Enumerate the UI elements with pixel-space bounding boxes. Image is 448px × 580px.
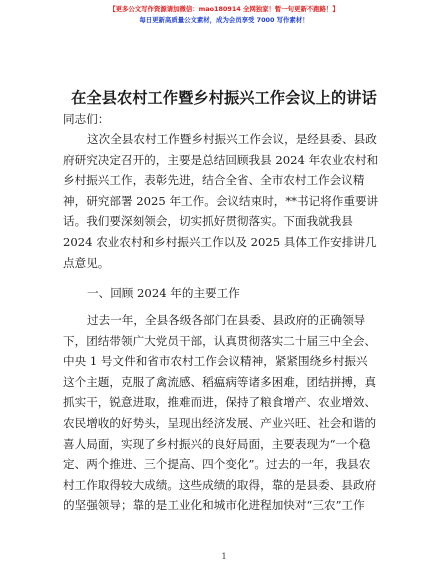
document-title: 在全县农村工作暨乡村振兴工作会议上的讲话 xyxy=(71,89,377,107)
paragraph-line: 喜人局面，实现了乡村振兴的良好局面，主要表现为“一个稳 xyxy=(63,436,371,451)
paragraph-line: 下，团结带领广大党员干部，认真贯彻落实二十届三中全会、 xyxy=(63,333,377,348)
paragraph-intro xyxy=(63,129,385,273)
paragraph-line: 过去一年，全县各级各部门在县委、县政府的正确领导 xyxy=(87,313,366,327)
paragraph-line: 的坚强领导；靠的是工业化和城市化进程加快对“三农”工作 xyxy=(63,498,365,513)
paragraph-line: 中央 1 号文件和省市农村工作会议精神，紧紧围绕乡村振兴 xyxy=(63,354,368,369)
paragraph-line: 乡村振兴工作，表彰先进，结合全省、全市农村工作会议精 xyxy=(63,173,365,188)
paragraph-line: 这个主题，克服了禽流感、稻瘟病等诸多困难，团结拼搏，真 xyxy=(63,374,377,389)
paragraph-review xyxy=(63,310,385,516)
section-heading xyxy=(63,283,385,304)
promo-banner-line-1: 【更多公文写作资源请加微信：mao180914 全网独家！暂一句更新不跑路！】 xyxy=(109,5,339,13)
paragraph-line: 2024 农业农村和乡村振兴工作以及 2025 具体工作安排讲几 xyxy=(63,234,377,249)
promo-banner xyxy=(0,4,448,26)
paragraph-line: 话。我们要深刻领会，切实抓好贯彻落实。下面我就我县 xyxy=(63,214,353,229)
page-number: 1 xyxy=(221,552,227,561)
paragraph-line: 神，研究部署 2025 年工作。会议结束时，**书记将作重要讲 xyxy=(63,193,379,208)
paragraph-line: 抓实干，锐意进取，推难而进，保持了粮食增产、农业增效、 xyxy=(63,395,377,410)
paragraph-line: 村工作取得较大成绩。这些成绩的取得，靠的是县委、县政府 xyxy=(63,477,377,492)
paragraph-line: 点意见。 xyxy=(63,255,110,270)
paragraph-line: 府研究决定召开的，主要是总结回顾我县 2024 年农业农村和 xyxy=(63,152,379,167)
salutation: 同志们： xyxy=(63,112,110,126)
paragraph-line: 农民增收的好势头，呈现出经济发展、产业兴旺、社会和谐的 xyxy=(63,415,377,430)
section-heading-text: 一、回顾 2024 年的主要工作 xyxy=(87,286,240,300)
paragraph-line: 这次全县农村工作暨乡村振兴工作会议，是经县委、县政 xyxy=(87,132,377,146)
paragraph-line: 定、两个推进、三个提高、四个变化”。过去的一年，我县农 xyxy=(63,457,371,472)
promo-banner-line-2: 每日更新高质量公文素材，成为会员享受 7000 写作素材！ xyxy=(139,16,309,24)
